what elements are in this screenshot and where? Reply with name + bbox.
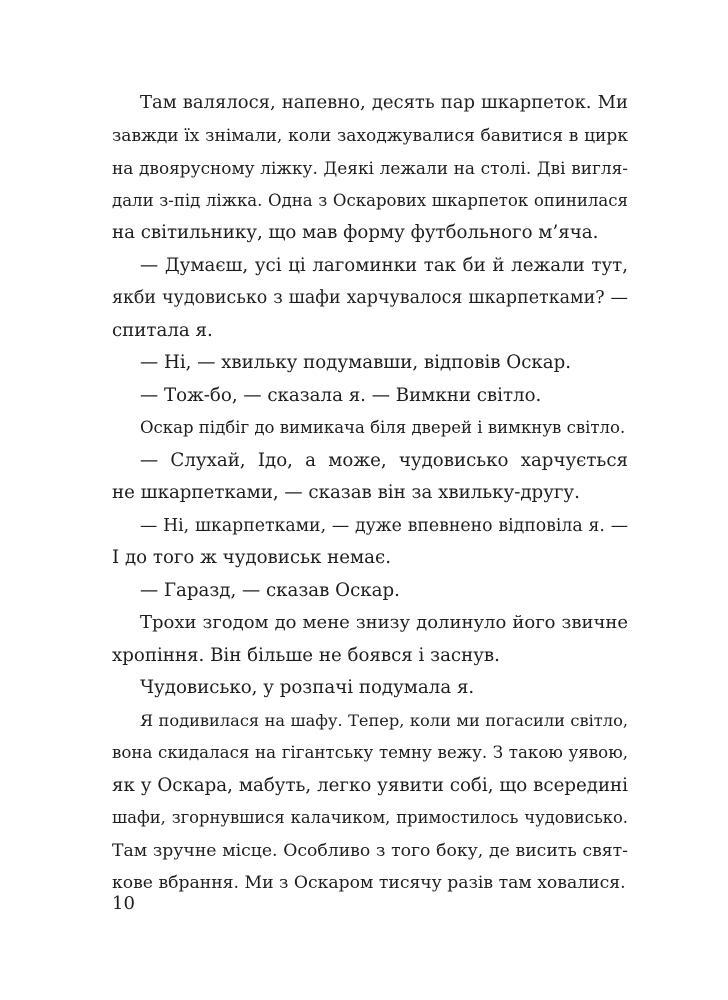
text-line: Я подивилася на шафу. Тепер, коли ми погасили світло, bbox=[140, 710, 628, 730]
text-line: — Тож-бо, — сказала я. — Вимкни світло. bbox=[140, 384, 542, 406]
text-line: хропіння. Він більше не боявся і заснув. bbox=[112, 644, 500, 666]
paragraph bbox=[112, 575, 628, 608]
paragraph bbox=[112, 510, 628, 575]
paragraph bbox=[112, 347, 628, 380]
paragraph bbox=[112, 250, 628, 348]
text-line: Чудовисько, у розпачі подумала я. bbox=[140, 677, 475, 698]
paragraph bbox=[112, 380, 628, 413]
text-line: Трохи згодом до мене знизу долинуло його звичне bbox=[140, 612, 628, 633]
text-line: — Ні, — хвильку подумавши, відповів Оскар. bbox=[140, 352, 572, 373]
text-line: — Думаєш, усі ці лагоминки так би й лежали тут, bbox=[140, 254, 628, 276]
text-line: вона скидалася на гігантську темну вежу. З такою уявою, bbox=[112, 743, 628, 762]
paragraph bbox=[112, 607, 628, 672]
text-line: Оскар підбіг до вимикача біля дверей і вимкнув світло. bbox=[140, 418, 626, 437]
text-line: спитала я. bbox=[112, 319, 213, 341]
text-line: якби чудовисько з шафи харчувалося шкарпетками? — bbox=[112, 288, 628, 308]
paragraph bbox=[112, 87, 628, 250]
text-line: Там зручне місце. Особливо з того боку, де висить свят- bbox=[112, 840, 628, 861]
text-line: завжди їх знімали, коли заходжувалися бавитися в цирк bbox=[112, 125, 628, 146]
text-line: Там валялося, напевно, десять пар шкарпеток. Ми bbox=[140, 92, 628, 113]
text-line: шафи, згорнувшися калачиком, примостилось чудовисько. bbox=[112, 808, 628, 827]
text-line: — Гаразд, — сказав Оскар. bbox=[140, 579, 400, 601]
text-line: І до того ж чудовиськ немає. bbox=[112, 547, 391, 568]
text-line: не шкарпетками, — сказав він за хвильку-другу. bbox=[112, 482, 580, 503]
text-line: кове вбрання. Ми з Оскаром тисячу разів там ховалися. bbox=[112, 873, 626, 893]
page-number: 10 bbox=[112, 893, 135, 914]
text-line: на світильнику, що мав форму футбольного м’яча. bbox=[112, 222, 599, 243]
paragraph bbox=[112, 445, 628, 510]
text-line: — Слухай, Ідо, а може, чудовисько харчується bbox=[140, 449, 628, 471]
text-line: на двоярусному ліжку. Деякі лежали на столі. Дві вигля- bbox=[112, 158, 628, 178]
paragraph bbox=[112, 412, 628, 445]
text-line: дали з-під ліжка. Одна з Оскарових шкарпеток опинилася bbox=[112, 190, 628, 210]
paragraph bbox=[112, 705, 628, 900]
text-body bbox=[112, 87, 628, 900]
text-line: як у Оскара, мабуть, легко уявити собі, що всередині bbox=[112, 774, 628, 796]
paragraph bbox=[112, 672, 628, 705]
text-line: — Ні, шкарпетками, — дуже впевнено відповіла я. — bbox=[140, 515, 628, 536]
